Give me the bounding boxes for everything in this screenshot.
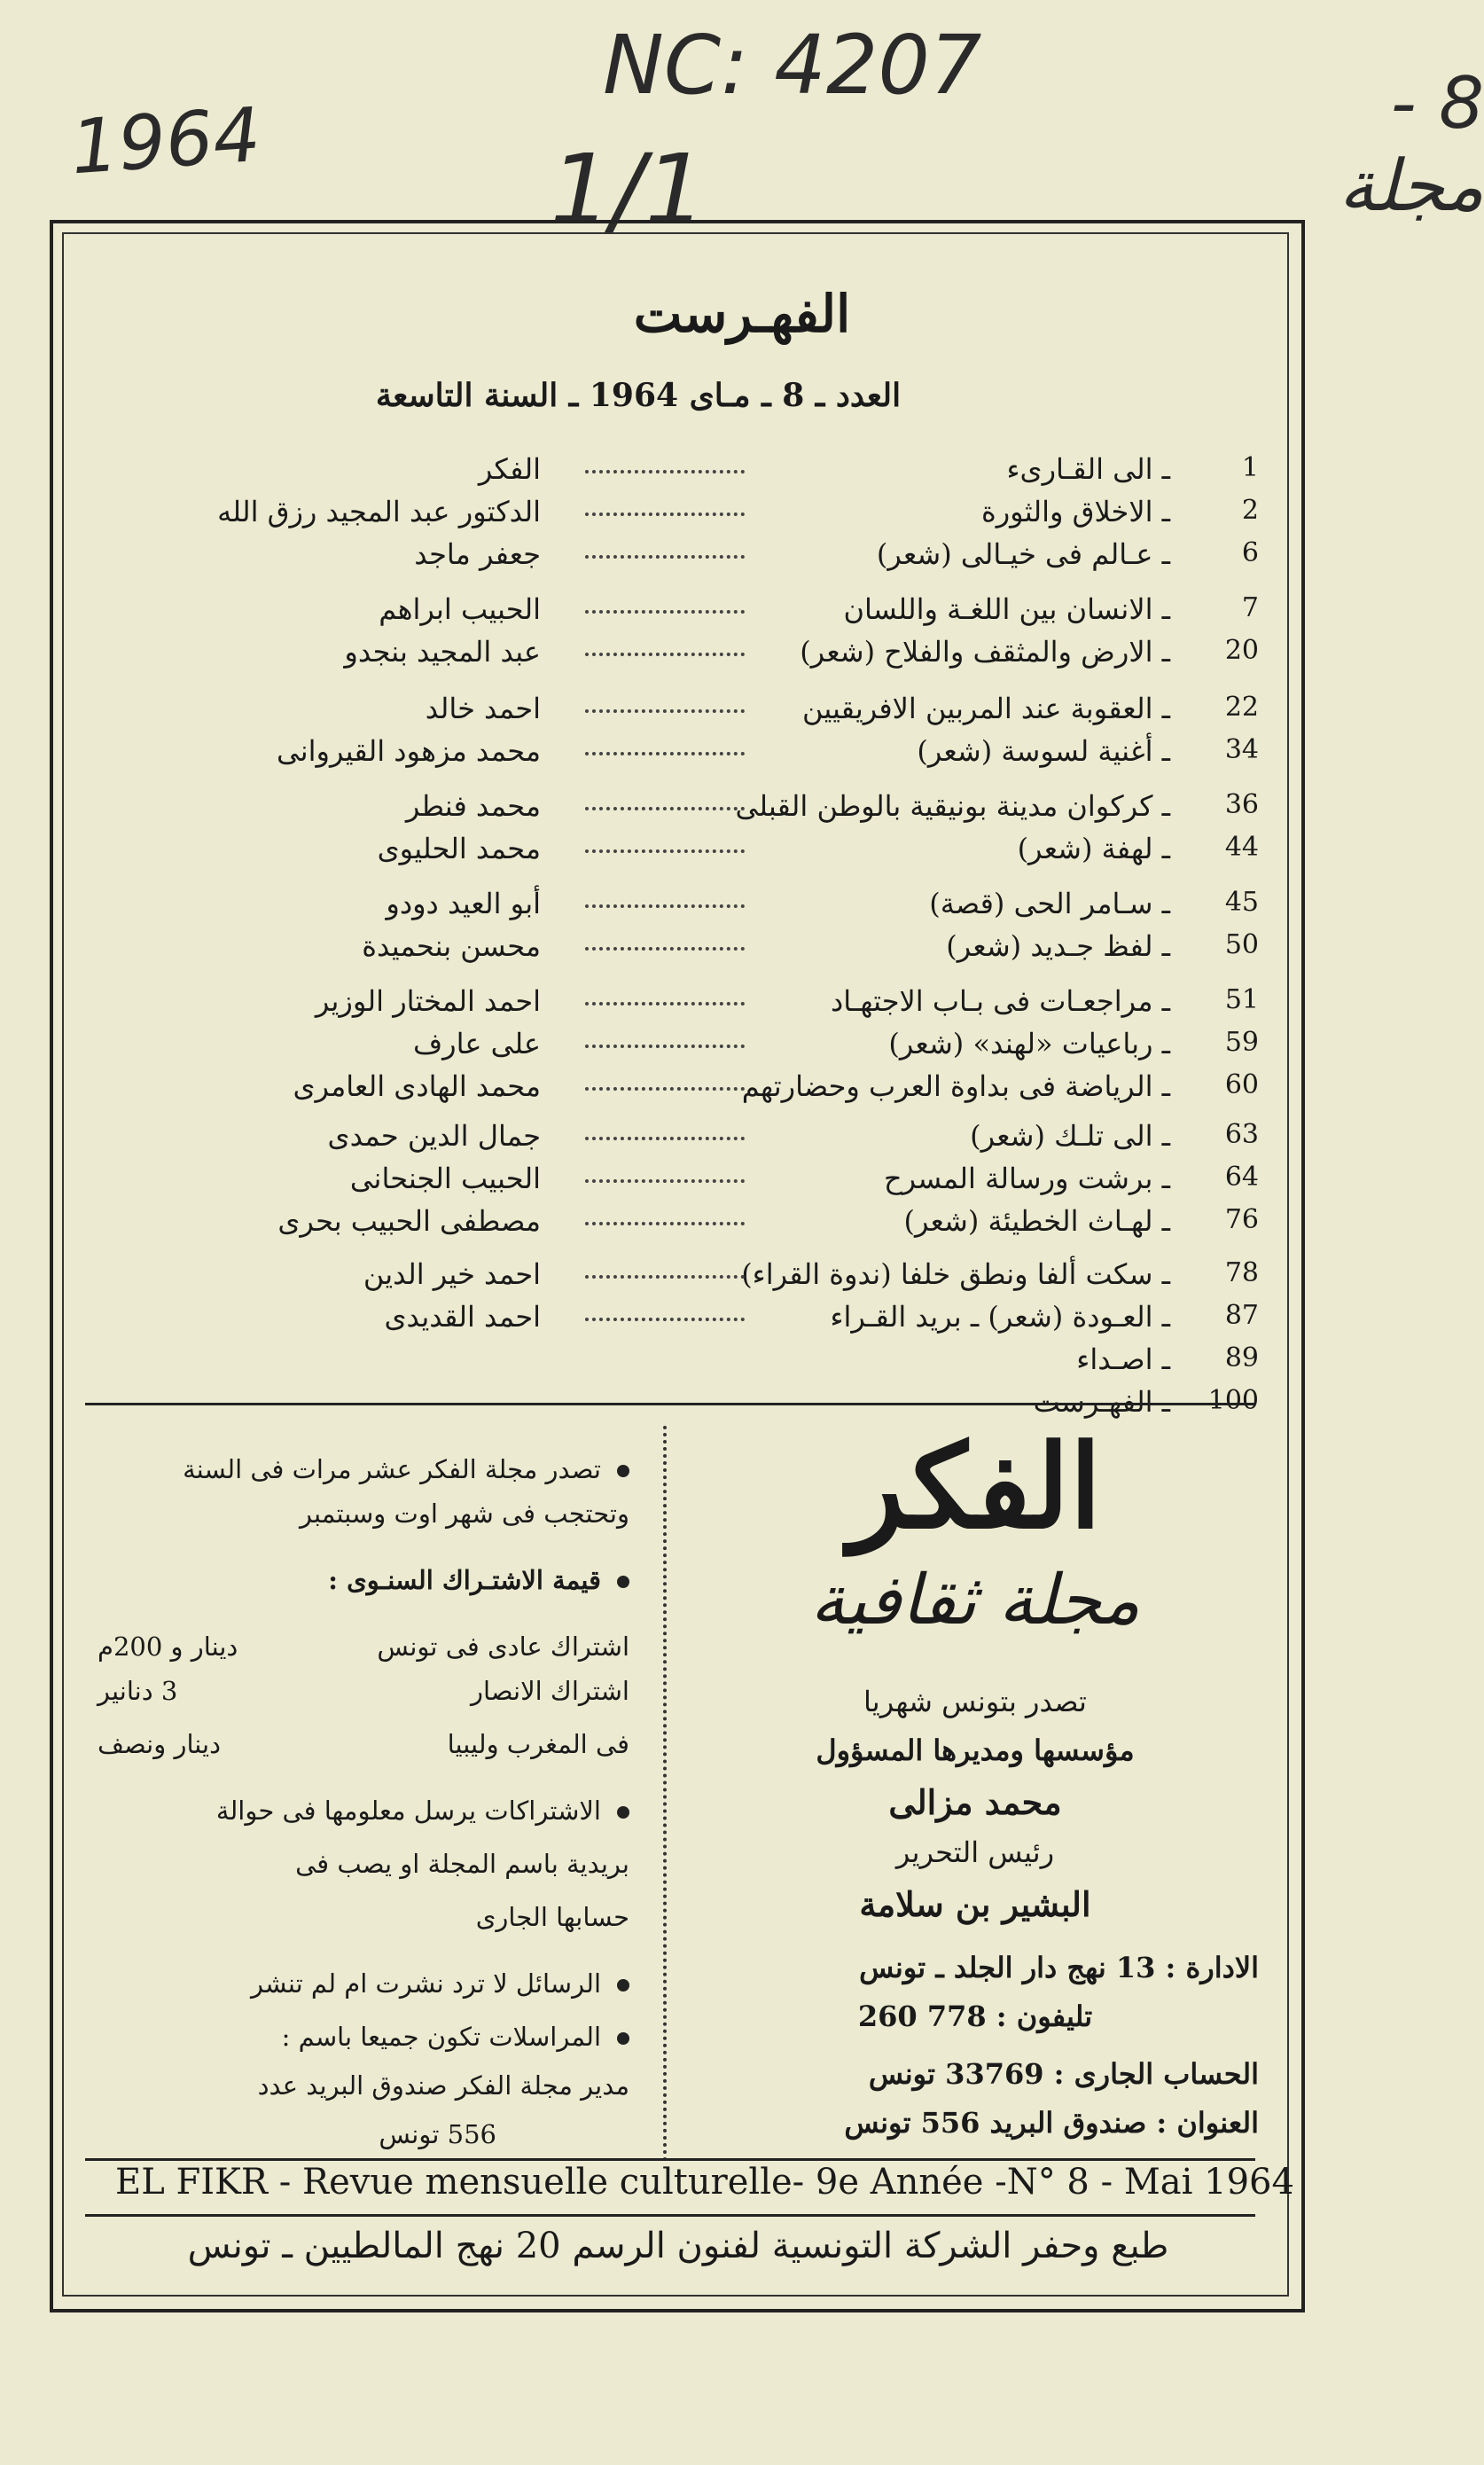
toc-article-title: ـ سـامر الحى (قصة) <box>929 887 1170 920</box>
toc-page-number: 22 <box>1224 692 1259 723</box>
toc-page-number: 6 <box>1241 537 1259 568</box>
pause-line: وتحتجب فى شهر اوت وسبتمبر <box>299 1499 629 1529</box>
subscription-row <box>98 1729 629 1759</box>
transfer-text: الاشتراكات يرسل معلومها فى حوالة <box>215 1796 601 1826</box>
toc-author: محمد الهادى العامرى <box>293 1069 541 1103</box>
toc-entry <box>115 452 1259 491</box>
toc-entry <box>115 734 1259 773</box>
toc-article-title: ـ رباعيات «لهند» (شعر) <box>888 1027 1170 1060</box>
admin-address: الادارة : 13 نهج دار الجلد ـ تونس <box>859 1951 1259 1984</box>
dot-leader <box>585 904 745 908</box>
magazine-logo: الفكر <box>848 1419 1102 1554</box>
toc-entry <box>115 1300 1259 1339</box>
founder-label: مؤسسها ومديرها المسؤول <box>816 1733 1135 1767</box>
subscription-amount: دينار ونصف <box>98 1729 222 1759</box>
divider <box>85 1403 1255 1405</box>
subscription-heading-text: قيمة الاشتـراك السنـوى : <box>328 1565 601 1595</box>
transfer-line: حسابها الجارى <box>475 1902 629 1932</box>
subscription-label: اشتراك عادى فى تونس <box>377 1632 629 1662</box>
dot-leader <box>585 709 745 713</box>
toc-page-number: 44 <box>1224 832 1259 863</box>
column-divider <box>663 1426 667 2162</box>
editor-label: رئيس التحرير <box>895 1835 1055 1869</box>
frequency-line <box>98 1454 629 1484</box>
toc-article-title: ـ برشت ورسالة المسرح <box>883 1162 1170 1195</box>
toc-page-number: 1 <box>1241 452 1259 483</box>
toc-page-number: 60 <box>1224 1069 1259 1100</box>
handwritten-fraction: 1/1 <box>550 133 707 246</box>
divider <box>85 2158 1255 2161</box>
toc-article-title: ـ الارض والمثقف والفلاح (شعر) <box>800 635 1170 669</box>
toc-entry <box>115 1204 1259 1243</box>
toc-article-title: ـ الفهـرست <box>1033 1385 1170 1419</box>
toc-author: احمد خير الدين <box>363 1257 541 1291</box>
account-line: الحساب الجارى : 33769 تونس <box>868 2057 1259 2091</box>
toc-entry <box>115 929 1259 968</box>
toc-article-title: ـ الى تلـك (شعر) <box>970 1119 1170 1153</box>
editor-name: البشير بن سلامة <box>859 1884 1091 1924</box>
toc-page-number: 64 <box>1224 1162 1259 1193</box>
toc-author: محمد الحليوى <box>377 832 541 865</box>
phone-line: تليفون : 778 260 <box>857 1999 1093 2033</box>
toc-page-number: 34 <box>1224 734 1259 765</box>
subscription-amount: 3 دنانير <box>98 1676 178 1706</box>
toc-article-title: ـ عـالم فى خيـالى (شعر) <box>876 537 1170 571</box>
toc-article-title: ـ سكت ألفا ونطق خلفا (ندوة القراء) <box>741 1257 1170 1291</box>
founder-name: محمد مزالى <box>888 1782 1062 1822</box>
handwritten-year: 1964 <box>67 90 263 192</box>
toc-entry <box>115 495 1259 534</box>
toc-author: احمد المختار الوزير <box>315 984 541 1018</box>
magazine-subtitle: مجلة ثقافية <box>809 1561 1141 1640</box>
toc-article-title: ـ لفظ جـديد (شعر) <box>946 929 1170 963</box>
dot-leader <box>585 1045 745 1048</box>
toc-entry <box>115 1257 1259 1296</box>
toc-author: الحبيب ابراهم <box>379 592 541 626</box>
page-title: الفهـرست <box>633 284 851 344</box>
toc-page-number: 20 <box>1224 635 1259 666</box>
toc-entry <box>115 537 1259 576</box>
toc-page-number: 76 <box>1224 1204 1259 1235</box>
toc-entry <box>115 1119 1259 1158</box>
correspondence-line: 556 تونس <box>379 2119 496 2149</box>
subscription-label: اشتراك الانصار <box>471 1676 629 1706</box>
dot-leader <box>585 752 745 755</box>
french-colophon: EL FIKR - Revue mensuelle culturelle- 9e Année -N° 8 - Mai 1964 <box>115 2162 1294 2203</box>
dot-leader <box>585 1318 745 1321</box>
toc-entry <box>115 1342 1259 1381</box>
bullet-icon <box>617 1979 629 1992</box>
toc-entry <box>115 1162 1259 1201</box>
toc-article-title: ـ كركوان مدينة بونيقية بالوطن القبلى <box>735 789 1170 823</box>
handwritten-code: 8 - مجلة <box>1339 62 1484 227</box>
monthly-line: تصدر بتونس شهريا <box>863 1685 1087 1718</box>
toc-page-number: 45 <box>1224 887 1259 918</box>
dot-leader <box>585 1087 745 1091</box>
printer-line: طبع وحفر الشركة التونسية لفنون الرسم 20 نهج المالطيين ـ تونس <box>187 2226 1169 2266</box>
toc-author: محسن بنحميدة <box>362 929 541 963</box>
toc-page-number: 100 <box>1207 1385 1259 1416</box>
toc-article-title: ـ لهفة (شعر) <box>1017 832 1170 865</box>
toc-entry <box>115 635 1259 674</box>
subscription-amount: دينار و 200م <box>98 1632 238 1662</box>
bullet-icon <box>617 1806 629 1819</box>
toc-article-title: ـ أغنية لسوسة (شعر) <box>917 734 1170 768</box>
toc-author: جعفر ماجد <box>414 537 541 571</box>
toc-author: الدكتور عبد المجيد رزق الله <box>217 495 541 528</box>
toc-article-title: ـ العقوبة عند المربين الافريقيين <box>801 692 1170 725</box>
dot-leader <box>585 1275 745 1279</box>
dot-leader <box>585 849 745 853</box>
toc-article-title: ـ الانسان بين اللغـة واللسان <box>843 592 1170 626</box>
toc-page-number: 51 <box>1224 984 1259 1015</box>
dot-leader <box>585 807 745 810</box>
dot-leader <box>585 653 745 656</box>
subscription-heading <box>98 1565 629 1595</box>
toc-article-title: ـ الرياضة فى بداوة العرب وحضارتهم <box>741 1069 1170 1103</box>
dot-leader <box>585 513 745 516</box>
toc-entry <box>115 832 1259 871</box>
toc-author: على عارف <box>413 1027 541 1060</box>
toc-page-number: 2 <box>1241 495 1259 526</box>
toc-author: عبد المجيد بنجدو <box>344 635 541 669</box>
dot-leader <box>585 1137 745 1140</box>
bullet-icon <box>617 2032 629 2045</box>
toc-author: جمال الدين حمدى <box>327 1119 541 1153</box>
dot-leader <box>585 1179 745 1183</box>
toc-author: محمد فنطر <box>405 789 541 823</box>
bullet-icon <box>617 1576 629 1588</box>
toc-author: الفكر <box>478 452 541 486</box>
transfer-line <box>98 1796 629 1826</box>
toc-author: احمد خالد <box>425 692 541 725</box>
toc-article-title: ـ مراجعـات فى بـاب الاجتهـاد <box>830 984 1170 1018</box>
toc-author: مصطفى الحبيب بحرى <box>277 1204 541 1238</box>
toc-author: أبو العيد دودو <box>386 887 541 920</box>
toc-page-number: 36 <box>1224 789 1259 820</box>
correspondence-line <box>98 2022 629 2052</box>
toc-article-title: ـ العـودة (شعر) ـ بريد القـراء <box>830 1300 1170 1334</box>
toc-article-title: ـ لهـاث الخطيئة (شعر) <box>903 1204 1170 1238</box>
handwritten-call-number: NC: 4207 <box>603 18 982 113</box>
subscription-row <box>98 1676 629 1706</box>
toc-entry <box>115 984 1259 1023</box>
bullet-icon <box>617 1465 629 1477</box>
toc-author: احمد القديدى <box>384 1300 541 1334</box>
toc-page-number: 50 <box>1224 929 1259 960</box>
toc-page-number: 87 <box>1224 1300 1259 1331</box>
dot-leader <box>585 1002 745 1006</box>
toc-author: الحبيب الجنحانى <box>349 1162 541 1195</box>
toc-page-number: 89 <box>1224 1342 1259 1373</box>
correspondence-text: المراسلات تكون جميعا باسم : <box>281 2022 601 2052</box>
issue-line: العدد ـ 8 ـ مـاى 1964 ـ السنة التاسعة <box>375 377 902 414</box>
dot-leader <box>585 555 745 559</box>
dot-leader <box>585 610 745 614</box>
frequency-text: تصدر مجلة الفكر عشر مرات فى السنة <box>183 1454 601 1484</box>
toc-article-title: ـ الاخلاق والثورة <box>980 495 1170 528</box>
dot-leader <box>585 470 745 473</box>
correspondence-line: مدير مجلة الفكر صندوق البريد عدد <box>257 2070 629 2101</box>
subscription-label: فى المغرب وليبيا <box>447 1729 629 1759</box>
toc-entry <box>115 592 1259 631</box>
toc-page-number: 78 <box>1224 1257 1259 1288</box>
toc-author: محمد مزهود القيروانى <box>277 734 541 768</box>
toc-entry <box>115 692 1259 731</box>
toc-page-number: 7 <box>1241 592 1259 623</box>
letters-line <box>98 1968 629 1999</box>
toc-article-title: ـ الى القـارىء <box>1006 452 1170 486</box>
toc-entry <box>115 887 1259 926</box>
subscription-row <box>98 1632 629 1662</box>
transfer-line: بريدية باسم المجلة او يصب فى <box>295 1849 629 1879</box>
toc-entry <box>115 1069 1259 1108</box>
toc-entry <box>115 1027 1259 1066</box>
toc-page-number: 59 <box>1224 1027 1259 1058</box>
toc-article-title: ـ اصـداء <box>1076 1342 1170 1376</box>
dot-leader <box>585 1222 745 1225</box>
dot-leader <box>585 947 745 951</box>
divider <box>85 2214 1255 2217</box>
postal-address: العنوان : صندوق البريد 556 تونس <box>844 2106 1259 2140</box>
toc-entry <box>115 789 1259 828</box>
toc-page-number: 63 <box>1224 1119 1259 1150</box>
letters-text: الرسائل لا ترد نشرت ام لم تنشر <box>251 1968 601 1999</box>
